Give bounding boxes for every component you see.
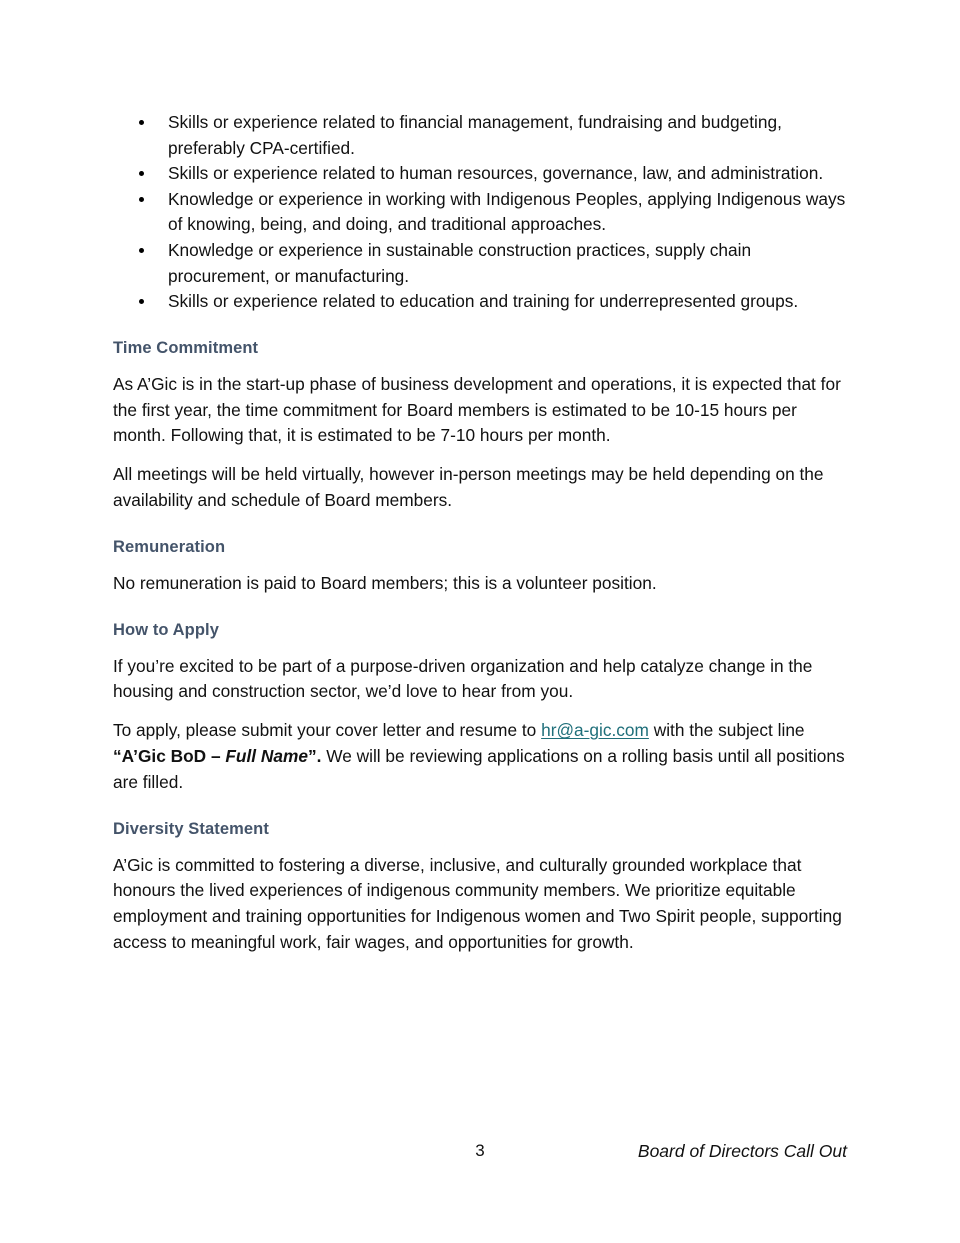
list-item-text: Skills or experience related to human resources, governance, law, and administration.: [168, 163, 824, 184]
email-link[interactable]: hr@a-gic.com: [541, 720, 649, 741]
paragraph-how-to-apply-2: [113, 718, 847, 795]
paragraph-time-commitment-2: All meetings will be held virtually, however in-person meetings may be held depending on the availability and schedule of Board members.: [113, 464, 824, 510]
subject-line-close: ”.: [307, 745, 322, 766]
qualifications-bullet-list: [113, 110, 847, 315]
bullet-icon: [139, 197, 144, 202]
subject-line-open: “A’Gic BoD –: [113, 745, 226, 766]
spacer: [113, 315, 847, 337]
spacer: [113, 558, 847, 571]
apply-lead-text: To apply, please submit your cover letter and resume to: [113, 720, 542, 741]
paragraph-how-to-apply-1: If you’re excited to be part of a purpose-driven organization and help catalyze change in the housing and construction sector, we’d love to hear from you.: [113, 655, 813, 702]
paragraph-time-commitment-1: As A’Gic is in the start-up phase of business development and operations, it is expected that for the first year, the time commitment for Board members is estimated to be 10-15 hours per month. Following that, it is estimated to be 7-10 hours per month.: [113, 373, 841, 446]
spacer: [113, 449, 847, 462]
bullet-icon: [139, 171, 144, 176]
heading-how-to-apply: How to Apply: [113, 620, 219, 639]
list-item: [113, 187, 847, 238]
heading-remuneration: Remuneration: [113, 537, 226, 556]
page-content: [113, 110, 847, 956]
spacer: [113, 796, 847, 818]
list-item: [113, 289, 847, 315]
paragraph-diversity-statement-1: A’Gic is committed to fostering a diverse, inclusive, and culturally grounded workplace that honours the lived experiences of indigenous community members. We prioritize equitable employment and training opportunities for Indigenous women and Two Spirit people, supporting access to meaningful work, fair wages, and opportunities for growth.: [113, 854, 842, 952]
bullet-icon: [139, 299, 144, 304]
spacer: [113, 840, 847, 853]
list-item-text: Knowledge or experience in working with Indigenous Peoples, applying Indigenous ways of knowing, being, and doing, and traditional approaches.: [168, 188, 846, 235]
apply-tail-text: We will be reviewing applications on a rolling basis until all positions are filled.: [113, 745, 845, 792]
footer-document-title: Board of Directors Call Out: [637, 1141, 847, 1161]
heading-diversity-statement: Diversity Statement: [113, 819, 269, 838]
spacer: [113, 705, 847, 718]
spacer: [113, 597, 847, 619]
paragraph-remuneration-1: No remuneration is paid to Board members; this is a volunteer position.: [113, 572, 657, 593]
page-footer: [113, 1141, 847, 1169]
spacer: [113, 359, 847, 372]
list-item: [113, 110, 847, 161]
heading-time-commitment: Time Commitment: [113, 338, 259, 357]
list-item-text: Knowledge or experience in sustainable construction practices, supply chain procurement, or manufacturing.: [168, 239, 752, 286]
page-number: 3: [475, 1141, 485, 1160]
spacer: [113, 641, 847, 654]
apply-mid-text: with the subject line: [648, 720, 805, 741]
subject-line-placeholder: Full Name: [225, 745, 308, 766]
list-item: [113, 238, 847, 289]
bullet-icon: [139, 248, 144, 253]
list-item: [113, 161, 847, 187]
list-item-text: Skills or experience related to education and training for underrepresented groups.: [168, 291, 799, 312]
spacer: [113, 514, 847, 536]
list-item-text: Skills or experience related to financial management, fundraising and budgeting, preferably CPA-certified.: [168, 112, 782, 158]
bullet-icon: [139, 120, 144, 125]
